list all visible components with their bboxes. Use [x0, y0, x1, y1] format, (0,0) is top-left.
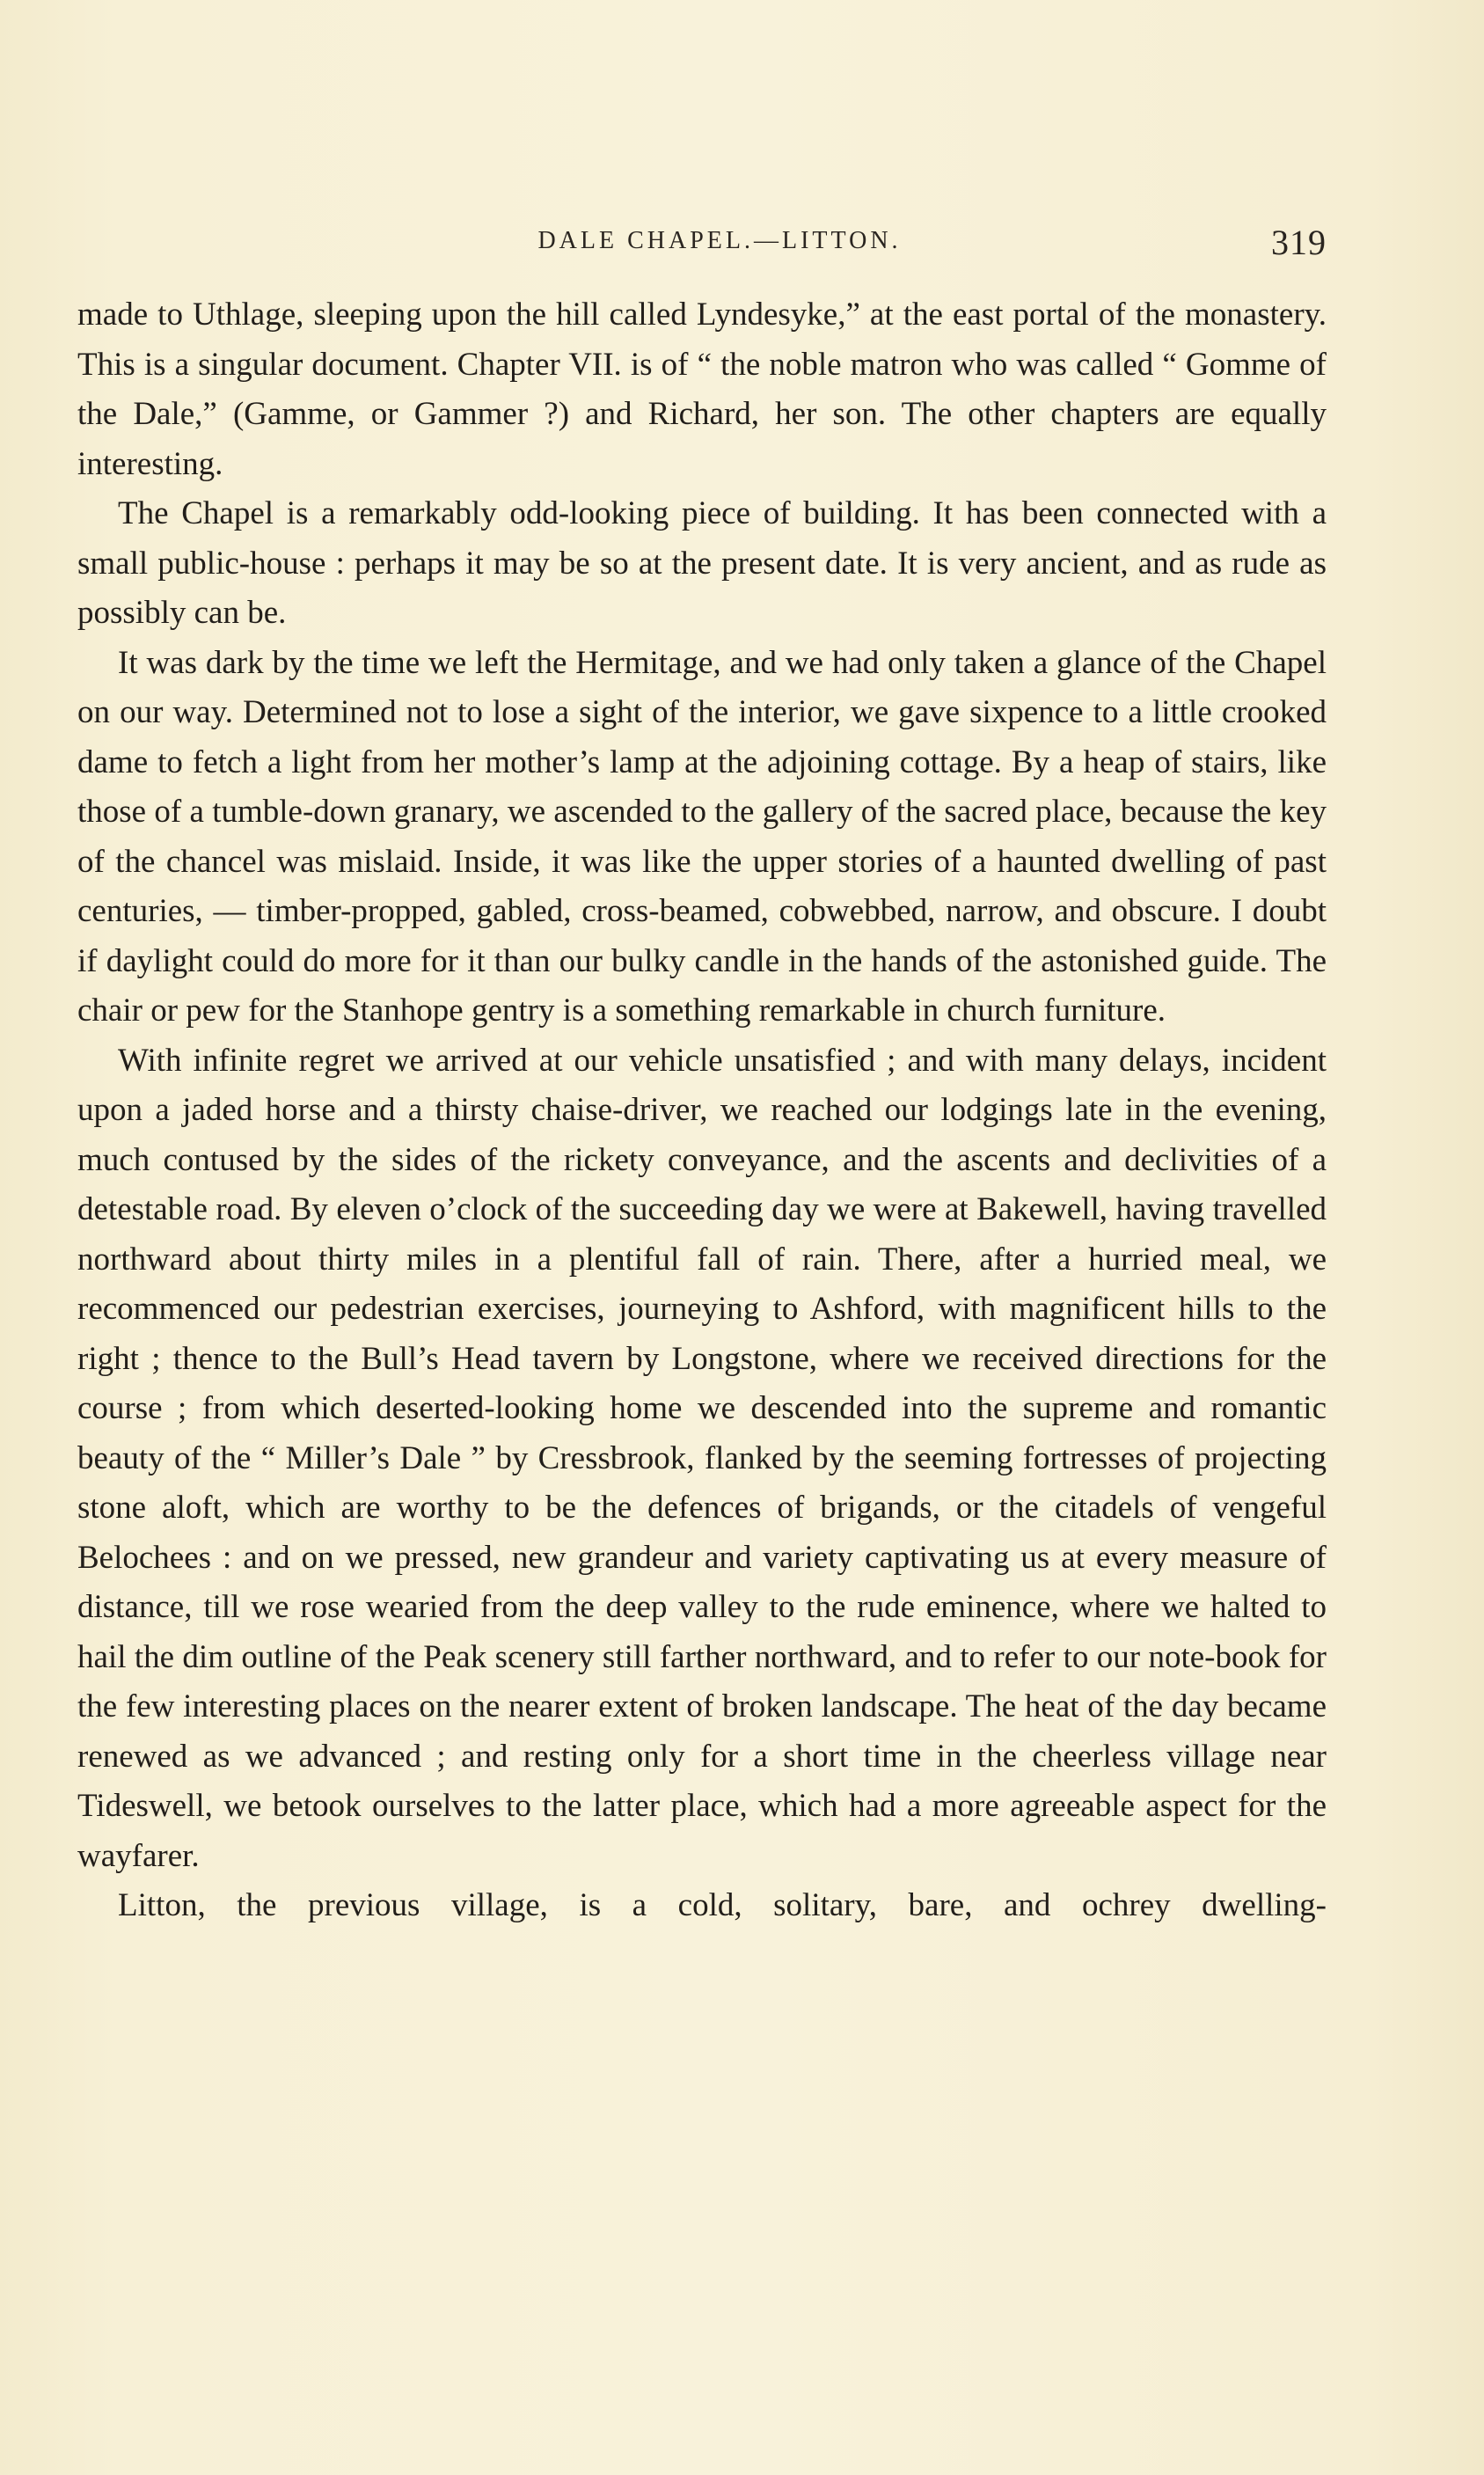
paragraph-chapel: The Chapel is a remarkably odd-looking piece of building. It has been connected with a small public-house : perhaps it may be so at the present date. It is very ancient, and as rude as possibly can be. — [77, 495, 1327, 631]
running-title: DALE CHAPEL.—LITTON. — [537, 227, 902, 254]
running-header — [77, 223, 1327, 271]
page-number: 319 — [1271, 223, 1327, 262]
paragraph-continuation: made to Uthlage, sleeping upon the hill called Lyndesyke,” at the east portal of the monastery. This is a singular document. Chapter VII. is of “ the noble matron who was called “ Gomme of the Dale,” (Gamme, or Gammer ?) and Richard, her son. The other chapters are equally interesting. — [77, 297, 1327, 482]
paragraph-litton: Litton, the previous village, is a cold, solitary, bare, and ochrey dwelling- — [118, 1887, 1327, 1923]
paragraph-journey: With infinite regret we arrived at our vehicle unsatisfied ; and with many delays, incident upon a jaded horse and a thirsty chaise-driver, we reached our lodgings late in the evening, much contused by the sides of the rickety conveyance, and the ascents and declivities of a detestable road. By eleven o’clock of the succeeding day we were at Bakewell, having travelled northward about thirty miles in a plentiful fall of rain. There, after a hurried meal, we recommenced our pedestrian exercises, journeying to Ashford, with magnificent hills to the right ; thence to the Bull’s Head tavern by Longstone, where we received directions for the course ; from which deserted-looking home we descended into the supreme and romantic beauty of the “ Miller’s Dale ” by Cressbrook, flanked by the seeming fortresses of projecting stone aloft, which are worthy to be the defences of brigands, or the citadels of vengeful Belochees : and on we pressed, new grandeur and variety captivating us at every measure of distance, till we rose wearied from the deep valley to the rude eminence, where we halted to hail the dim outline of the Peak scenery still farther northward, and to refer to our note-book for the few interesting places on the nearer extent of broken landscape. The heat of the day became renewed as we advanced ; and resting only for a short time in the cheerless village near Tideswell, we betook ourselves to the latter place, which had a more agreeable aspect for the wayfarer. — [77, 1042, 1327, 1874]
body-text — [77, 290, 1327, 1931]
paragraph-dark-hermitage: It was dark by the time we left the Hermitage, and we had only taken a glance of the Chapel on our way. Determined not to lose a sight of the interior, we gave sixpence to a little crooked dame to fetch a light from her mother’s lamp at the adjoining cottage. By a heap of stairs, like those of a tumble-down granary, we ascended to the gallery of the sacred place, because the key of the chancel was mislaid. Inside, it was like the upper stories of a haunted dwelling of past centuries, — timber-propped, gabled, cross-beamed, cobwebbed, narrow, and obscure. I doubt if daylight could do more for it than our bulky candle in the hands of the astonished guide. The chair or pew for the Stanhope gentry is a something remarkable in church furniture. — [77, 644, 1327, 1029]
